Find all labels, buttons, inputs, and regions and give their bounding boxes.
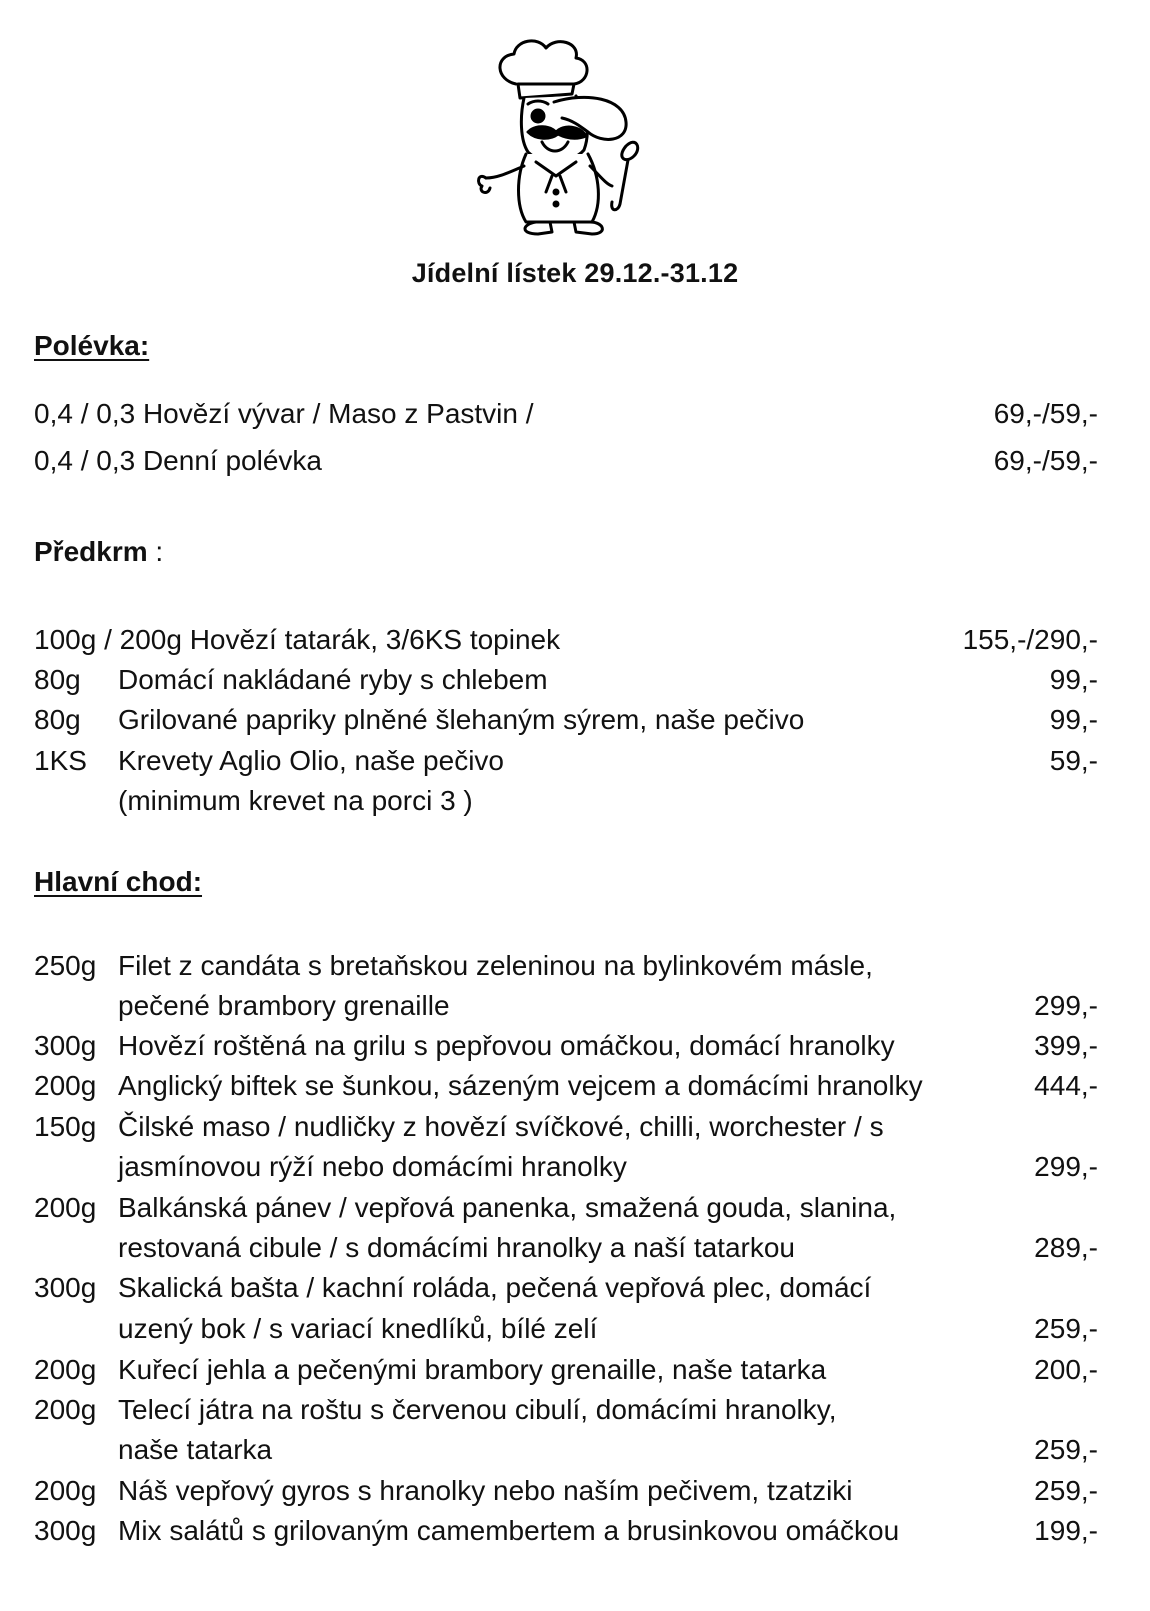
- item-name: 100g / 200g Hovězí tatarák, 3/6KS topinek: [34, 624, 561, 655]
- section-label: Předkrm: [34, 536, 148, 567]
- menu-item-note: [34, 781, 1114, 821]
- item-price: 289,-: [1034, 1232, 1098, 1263]
- item-price: 299,-: [1034, 990, 1098, 1021]
- item-price: 99,-: [1049, 704, 1098, 735]
- menu-item: [34, 660, 1114, 700]
- menu-item: [34, 441, 1114, 481]
- section-starter-heading: [34, 536, 163, 568]
- menu-item: [34, 620, 1114, 660]
- item-price: 199,-: [1034, 1515, 1098, 1546]
- item-name: Náš vepřový gyros s hranolky nebo naším pečivem, tzatziki: [118, 1475, 853, 1506]
- item-name: Balkánská pánev / vepřová panenka, smažená gouda, slanina,: [118, 1192, 897, 1223]
- chef-illustration: [476, 36, 646, 236]
- item-quantity: 300g: [34, 1272, 97, 1303]
- menu-item: [34, 741, 1114, 781]
- section-main-heading: [34, 866, 202, 898]
- section-soup-heading: [34, 330, 149, 362]
- item-quantity: 200g: [34, 1070, 97, 1101]
- menu-item-continuation: [34, 986, 1114, 1026]
- item-name: Domácí nakládané ryby s chlebem: [118, 664, 548, 695]
- item-name: Filet z candáta s bretaňskou zeleninou na bylinkovém másle,: [118, 950, 873, 981]
- item-name: Hovězí roštěná na grilu s pepřovou omáčkou, domácí hranolky: [118, 1030, 895, 1061]
- item-name-line: jasmínovou rýží nebo domácími hranolky: [118, 1151, 627, 1182]
- menu-item: [34, 1268, 1114, 1308]
- item-name-line: uzený bok / s variací knedlíků, bílé zelí: [118, 1313, 598, 1344]
- item-quantity: 300g: [34, 1030, 97, 1061]
- item-price: 59,-: [1049, 745, 1098, 776]
- menu-title: Jídelní lístek 29.12.-31.12: [411, 258, 739, 288]
- item-name: Anglický biftek se šunkou, sázeným vejcem a domácími hranolky: [118, 1070, 923, 1101]
- item-price: 259,-: [1034, 1434, 1098, 1465]
- item-name: Krevety Aglio Olio, naše pečivo: [118, 745, 504, 776]
- menu-item-continuation: [34, 1147, 1114, 1187]
- item-quantity: 1KS: [34, 745, 87, 776]
- item-name-line: pečené brambory grenaille: [118, 990, 450, 1021]
- menu-item: [34, 946, 1114, 986]
- item-name: Grilované papriky plněné šlehaným sýrem, naše pečivo: [118, 704, 805, 735]
- section-label: Hlavní chod:: [34, 866, 203, 897]
- menu-item: [34, 1390, 1114, 1430]
- menu-item-continuation: [34, 1228, 1114, 1268]
- item-name: 0,4 / 0,3 Denní polévka: [34, 445, 322, 476]
- section-colon: :: [147, 536, 164, 567]
- item-name: Telecí játra na roštu s červenou cibulí, domácími hranolky,: [118, 1394, 837, 1425]
- item-quantity: 300g: [34, 1515, 97, 1546]
- item-quantity: 80g: [34, 704, 81, 735]
- item-price: 444,-: [1034, 1070, 1098, 1101]
- menu-item: [34, 1350, 1114, 1390]
- item-price: 259,-: [1034, 1313, 1098, 1344]
- menu-item: [34, 700, 1114, 740]
- item-name-line: restovaná cibule / s domácími hranolky a naší tatarkou: [118, 1232, 796, 1263]
- menu-item: [34, 1026, 1114, 1066]
- item-quantity: 200g: [34, 1192, 97, 1223]
- menu-item: [34, 1511, 1114, 1551]
- item-name: Mix salátů s grilovaným camembertem a brusinkovou omáčkou: [118, 1515, 900, 1546]
- item-price: 69,-/59,-: [993, 445, 1098, 476]
- item-name: Kuřecí jehla a pečenými brambory grenaille, naše tatarka: [118, 1354, 827, 1385]
- item-price: 99,-: [1049, 664, 1098, 695]
- item-name-line: naše tatarka: [118, 1434, 273, 1465]
- menu-item: [34, 1066, 1114, 1106]
- item-price: 259,-: [1034, 1475, 1098, 1506]
- item-name: Skalická bašta / kachní roláda, pečená vepřová plec, domácí: [118, 1272, 872, 1303]
- item-note: (minimum krevet na porci 3 ): [118, 785, 473, 816]
- item-name: 0,4 / 0,3 Hovězí vývar / Maso z Pastvin /: [34, 398, 534, 429]
- item-quantity: 200g: [34, 1394, 97, 1425]
- item-price: 155,-/290,-: [962, 624, 1098, 655]
- item-price: 399,-: [1034, 1030, 1098, 1061]
- item-quantity: 80g: [34, 664, 81, 695]
- menu-item-continuation: [34, 1430, 1114, 1470]
- item-price: 69,-/59,-: [993, 398, 1098, 429]
- section-label: Polévka:: [34, 330, 150, 361]
- item-price: 299,-: [1034, 1151, 1098, 1182]
- item-name: Čilské maso / nudličky z hovězí svíčkové, chilli, worchester / s: [118, 1111, 884, 1142]
- menu-item: [34, 1188, 1114, 1228]
- item-quantity: 250g: [34, 950, 97, 981]
- menu-item-continuation: [34, 1309, 1114, 1349]
- menu-item: [34, 1471, 1114, 1511]
- item-quantity: 150g: [34, 1111, 97, 1142]
- item-quantity: 200g: [34, 1475, 97, 1506]
- menu-item: [34, 394, 1114, 434]
- item-quantity: 200g: [34, 1354, 97, 1385]
- item-price: 200,-: [1034, 1354, 1098, 1385]
- menu-item: [34, 1107, 1114, 1147]
